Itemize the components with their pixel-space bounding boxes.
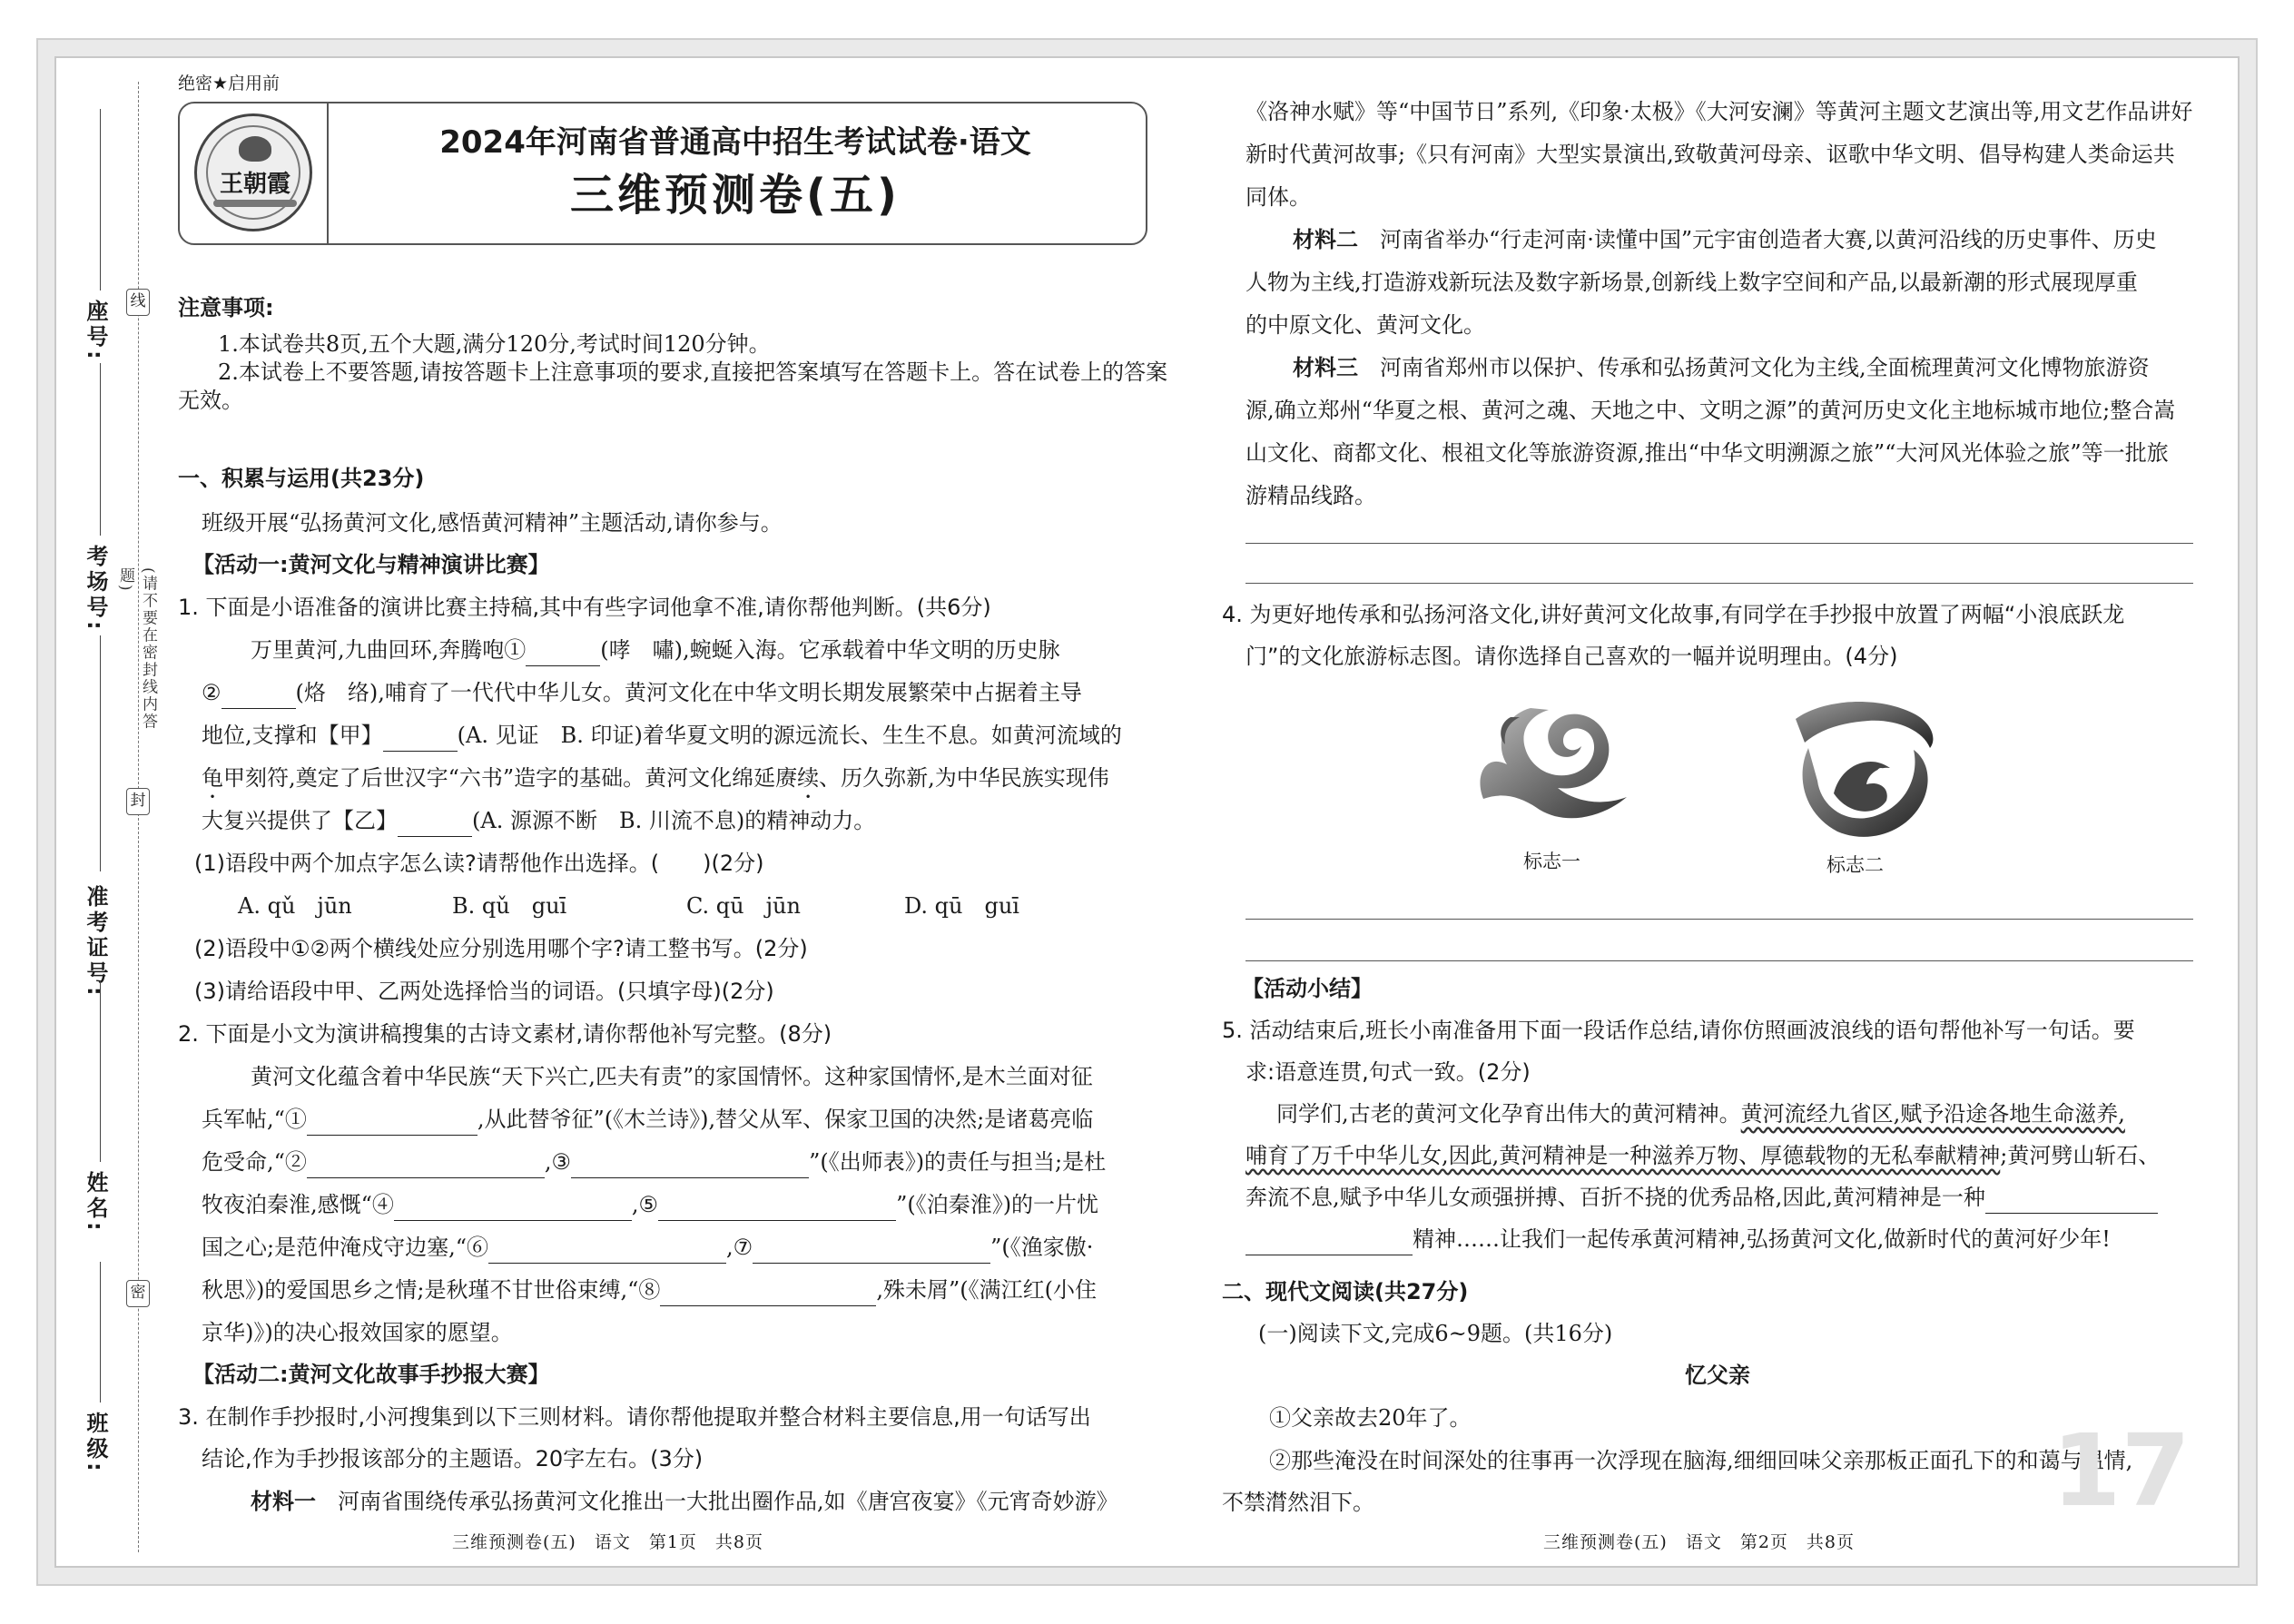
q2-line6: 秋思》)的爱国思乡之情;是秋瑾不甘世俗束缚,“⑧ ,殊未屑”(《满江红(小住 — [202, 1275, 1097, 1306]
room-field[interactable] — [100, 363, 101, 536]
seal-note: (请不要在密封线内答题) — [116, 567, 157, 731]
notice-title: 注意事项: — [178, 295, 274, 320]
material2-label: 材料二 — [1293, 227, 1358, 252]
seal-mark-xian: 线 — [126, 289, 150, 316]
q3-answer-line-1[interactable] — [1245, 543, 2193, 544]
q1-sub3: (3)请给语段中甲、乙两处选择恰当的词语。(只填字母)(2分) — [194, 979, 774, 1004]
secret-label: 绝密★启用前 — [178, 74, 281, 94]
q5-para-line2: 哺育了万千中华儿女,因此,黄河精神是一种滋养万物、厚德载物的无私奉献精神;黄河劈山斩石、 — [1245, 1143, 2161, 1168]
exam-title: 2024年河南省普通高中招生考试试卷·语文 — [439, 124, 1031, 161]
q3-answer-line-2[interactable] — [1245, 583, 2193, 584]
activity2-title: 【活动二:黄河文化故事手抄报大赛】 — [192, 1362, 550, 1387]
notice-item-1: 1.本试卷共8页,五个大题,满分120分,考试时间120分钟。 — [218, 331, 771, 357]
notice-item-2a: 2.本试卷上不要答题,请按答题卡上注意事项的要求,直接把答案填写在答题卡上。答在试卷上的答案 — [218, 359, 1168, 385]
seat-field[interactable] — [100, 109, 101, 290]
q2-line7: 京华)》)的决心报效国家的愿望。 — [202, 1320, 513, 1345]
essay-para-2b: 不禁潸然泪下。 — [1222, 1490, 1374, 1515]
header-divider — [327, 102, 329, 245]
summary-title: 【活动小结】 — [1242, 976, 1373, 1001]
section2-title: 二、现代文阅读(共27分) — [1222, 1279, 1469, 1304]
seat-label: 座号: — [83, 300, 108, 363]
q3-material2-b: 人物为主线,打造游戏新玩法及数字新场景,创新线上数字空间和产品,以最新潮的形式展现厚重 — [1245, 270, 2138, 295]
logo-text: 王朝霞 — [219, 171, 290, 198]
q2-line5: 国之心;是范仲淹戍守边塞,“⑥ ,⑦ ”(《渔家傲· — [202, 1232, 1093, 1264]
q1-stem: 1. 下面是小语准备的演讲比赛主持稿,其中有些字词他拿不准,请你帮他判断。(共6分) — [178, 595, 991, 620]
q3-material3-a: 材料三 河南省郑州市以保护、传承和弘扬黄河文化为主线,全面梳理黄河文化博物旅游资 — [1293, 355, 2150, 380]
q3-material1-d: 同体。 — [1245, 184, 1311, 210]
q5-stem-2: 求:语意连贯,句式一致。(2分) — [1245, 1059, 1531, 1085]
q2-blank-8[interactable] — [660, 1275, 876, 1306]
logo1-caption: 标志一 — [1523, 851, 1580, 872]
q2-stem: 2. 下面是小文为演讲稿搜集的古诗文素材,请你帮他补写完整。(8分) — [178, 1021, 832, 1047]
wave-logo-icon — [1467, 690, 1639, 835]
q5-blank-2[interactable] — [1245, 1224, 1413, 1255]
q3-material3-c: 山文化、商都文化、根祖文化等旅游资源,推出“中华文明溯源之旅”“大河风光体验之旅”等一批旅 — [1245, 440, 2169, 466]
q2-blank-7[interactable] — [753, 1232, 990, 1264]
seal-mark-feng: 封 — [126, 788, 150, 815]
activity1-title: 【活动一:黄河文化与精神演讲比赛】 — [192, 552, 550, 577]
q1-para-line5: 大复兴提供了【乙】 (A. 源源不断 B. 川流不息)的精神动力。 — [202, 805, 875, 837]
q3-stem-2: 结论,作为手抄报该部分的主题语。20字左右。(3分) — [202, 1446, 704, 1471]
q2-line1: 黄河文化蕴含着中华民族“天下兴亡,匹夫有责”的家国情怀。这种家国情怀,是木兰面对征 — [251, 1064, 1093, 1089]
q2-blank-6[interactable] — [488, 1232, 726, 1264]
q5-para-line3: 奔流不息,赋予中华儿女顽强拼搏、百折不挠的优秀品格,因此,黄河精神是一种 — [1245, 1182, 2158, 1214]
material3-label: 材料三 — [1293, 355, 1358, 380]
q2-blank-2[interactable] — [307, 1147, 545, 1178]
q3-material2-c: 的中原文化、黄河文化。 — [1245, 312, 1485, 338]
q2-line4: 牧夜泊秦淮,感慨“④ ,⑤ ”(《泊秦淮》)的一片忧 — [202, 1189, 1098, 1221]
q5-para-line1: 同学们,古老的黄河文化孕育出伟大的黄河精神。黄河流经九省区,赋予沿途各地生命滋养, — [1276, 1101, 2125, 1127]
name-label: 姓名: — [83, 1171, 108, 1235]
q2-blank-4[interactable] — [394, 1189, 632, 1221]
q2-line2: 兵军帖,“① ,从此替爷征”(《木兰诗》),替父从军、保家卫国的决然;是诸葛亮临 — [202, 1104, 1093, 1136]
ticket-label: 准考证号: — [83, 885, 108, 999]
q3-material3-d: 游精品线路。 — [1245, 483, 1376, 508]
essay-para-2a: ②那些淹没在时间深处的往事再一次浮现在脑海,细细回味父亲那板正面孔下的和蔼与温情, — [1269, 1448, 2133, 1473]
q4-stem-1: 4. 为更好地传承和弘扬河洛文化,讲好黄河文化故事,有同学在手抄报中放置了两幅“小浪底跃龙 — [1222, 602, 2125, 627]
q1-para-line1: 万里黄河,九曲回环,奔腾咆① (哮 嘯),蜿蜒入海。它承载着中华文明的历史脉 — [251, 635, 1060, 666]
q1-blank-2[interactable] — [222, 677, 296, 709]
q1-option-d[interactable]: D. qū guī — [904, 893, 1019, 919]
page-number-watermark: 17 — [2052, 1412, 2191, 1529]
q4-answer-line-2[interactable] — [1245, 960, 2193, 961]
q5-para-line4: 精神……让我们一起传承黄河精神,弘扬黄河文化,做新时代的黄河好少年! — [1245, 1224, 2111, 1255]
q4-stem-2: 门”的文化旅游标志图。请你选择自己喜欢的一幅并说明理由。(4分) — [1245, 644, 1898, 669]
q2-blank-3[interactable] — [571, 1147, 809, 1178]
q1-option-b[interactable]: B. qǔ guī — [452, 893, 567, 919]
logo2-caption: 标志二 — [1826, 854, 1884, 876]
ticket-field[interactable] — [100, 635, 101, 871]
essay-para-1: ①父亲故去20年了。 — [1269, 1405, 1472, 1431]
q4-answer-line-1[interactable] — [1245, 919, 2193, 920]
material1-label: 材料一 — [251, 1489, 316, 1514]
class-field[interactable] — [100, 1262, 101, 1403]
footer-right: 三维预测卷(五) 语文 第2页 共8页 — [1543, 1532, 1856, 1552]
q5-stem-1: 5. 活动结束后,班长小南准备用下面一段话作总结,请你仿照画波浪线的语句帮他补写一句话。要 — [1222, 1018, 2135, 1043]
q3-material1-c: 新时代黄河故事;《只有河南》大型实景演出,致敬黄河母亲、讴歌中华文明、倡导构建人类命运共 — [1245, 142, 2175, 167]
q1-sub1: (1)语段中两个加点字怎么读?请帮他作出选择。( )(2分) — [194, 851, 764, 876]
q2-line3: 危受命,“② ,③ ”(《出师表》)的责任与担当;是杜 — [202, 1147, 1106, 1178]
q2-blank-5[interactable] — [658, 1189, 896, 1221]
exam-subtitle: 三维预测卷(五) — [570, 170, 901, 221]
q3-material2-a: 材料二 河南省举办“行走河南·读懂中国”元宇宙创造者大赛,以黄河沿线的历史事件、历史 — [1293, 227, 2157, 252]
q1-para-line2: ② (烙 络),哺育了一代代中华儿女。黄河文化在中华文明长期发展繁荣中占据着主导 — [202, 677, 1082, 709]
fish-logo-icon — [1777, 694, 1941, 842]
q3-material1-a: 材料一 河南省围绕传承弘扬黄河文化推出一大批出圈作品,如《唐宫夜宴》《元宵奇妙游》 — [251, 1489, 1118, 1514]
seal-mark-mi: 密 — [126, 1280, 150, 1307]
q2-blank-1[interactable] — [307, 1104, 478, 1136]
name-field[interactable] — [100, 980, 101, 1162]
q1-blank-1[interactable] — [526, 635, 600, 666]
publisher-logo — [194, 113, 312, 231]
section1-title: 一、积累与运用(共23分) — [178, 466, 425, 491]
room-label: 考场号: — [83, 545, 108, 634]
section1-intro: 班级开展“弘扬黄河文化,感悟黄河精神”主题活动,请你参与。 — [202, 510, 783, 536]
q1-sub2: (2)语段中①②两个横线处应分别选用哪个字?请工整书写。(2分) — [194, 936, 808, 961]
q5-blank-1[interactable] — [1985, 1182, 2158, 1214]
notice-item-2b: 无效。 — [178, 388, 243, 413]
section2-part1: (一)阅读下文,完成6~9题。(共16分) — [1258, 1321, 1613, 1346]
wavy-sentence-2: 哺育了万千中华儿女,因此,黄河精神是一种滋养万物、厚德载物的无私奉献精神 — [1245, 1143, 2001, 1168]
q1-blank-yi[interactable] — [398, 805, 472, 837]
q1-para-line3: 地位,支撑和【甲】 (A. 见证 B. 印证)着华夏文明的源远流长、生生不息。如黄河流域的 — [202, 720, 1122, 752]
dotted-char-2: 续 — [797, 765, 820, 791]
q3-stem-1: 3. 在制作手抄报时,小河搜集到以下三则材料。请你帮他提取并整合材料主要信息,用一句话写出 — [178, 1404, 1091, 1430]
essay-title: 忆父亲 — [1685, 1363, 1750, 1388]
q3-material1-b: 《洛神水赋》等“中国节日”系列,《印象·太极》《大河安澜》等黄河主题文艺演出等,用文艺作品讲好 — [1245, 99, 2193, 124]
q1-para-line4: 龟甲刻符,奠定了后世汉字“六书”造字的基础。黄河文化绵延赓续、历久弥新,为中华民族实现伟 — [202, 765, 1109, 791]
dotted-char-1: 龟 — [202, 765, 223, 791]
q1-option-c[interactable]: C. qū jūn — [686, 893, 801, 919]
class-label: 班级: — [83, 1412, 108, 1475]
footer-left: 三维预测卷(五) 语文 第1页 共8页 — [452, 1532, 764, 1552]
q1-option-a[interactable]: A. qǔ jūn — [238, 893, 352, 919]
q3-material3-b: 源,确立郑州“华夏之根、黄河之魂、天地之中、文明之源”的黄河历史文化主地标城市地位;整合嵩 — [1245, 398, 2176, 423]
wavy-sentence-1: 黄河流经九省区,赋予沿途各地生命滋养, — [1740, 1101, 2125, 1127]
q1-blank-jia[interactable] — [383, 720, 458, 752]
